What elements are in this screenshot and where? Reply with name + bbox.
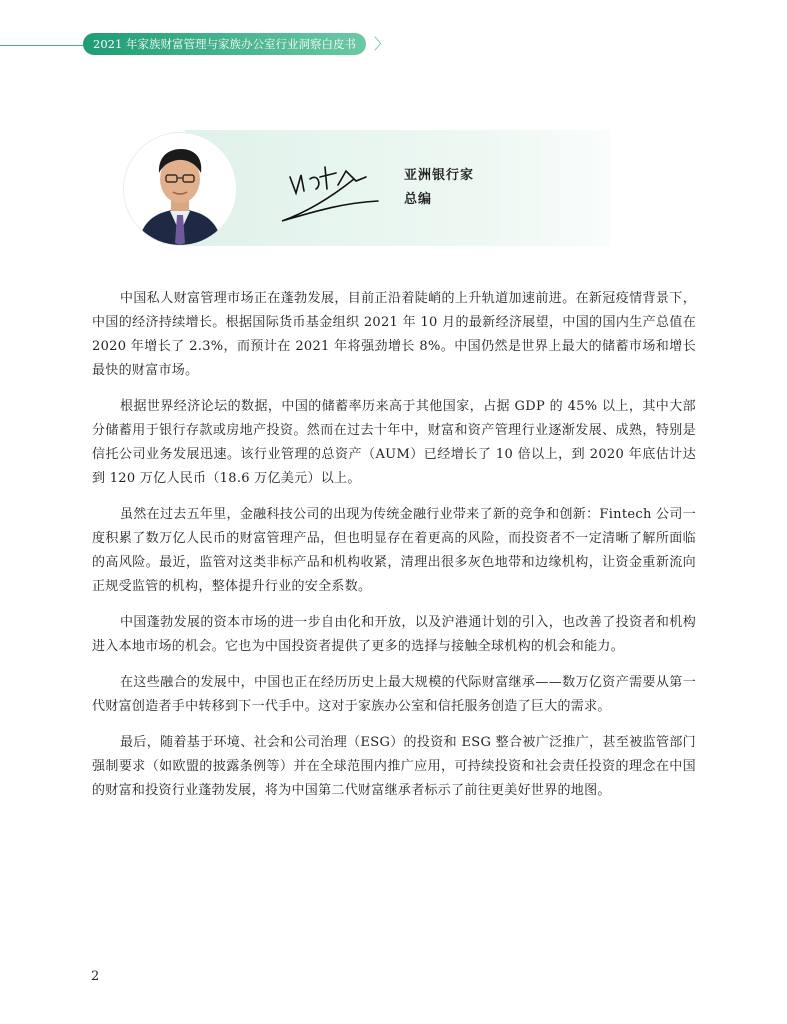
paragraph: 根据世界经济论坛的数据，中国的储蓄率历来高于其他国家，占据 GDP 的 45% 以上，其中大部分储蓄用于银行存款或房地产投资。然而在过去十年中，财富和资产管理行业逐渐发展、成熟，特别是信托公司业务发展迅速。该行业管理的总资产（AUM）已经增长了 10 倍以上，到 2020 年底估计达到 120 万亿人民币（18.6 万亿美元）以上。: [92, 399, 696, 486]
page-number: 2: [91, 969, 100, 984]
paragraph: 中国蓬勃发展的资本市场的进一步自由化和开放，以及沪港通计划的引入，也改善了投资者和机构进入本地市场的机会。它也为中国投资者提供了更多的选择与接触全球机构的机会和能力。: [92, 615, 696, 654]
paragraph: 虽然在过去五年里，金融科技公司的出现为传统金融行业带来了新的竞争和创新：Fintech 公司一度积累了数万亿人民币的财富管理产品，但也明显存在着更高的风险，而投资者不一定清晰了解所面临的高风险。最近，监管对这类非标产品和机构收紧，清理出很多灰色地带和边缘机构，让资金重新流向正规受监管的机构，整体提升行业的安全系数。: [92, 507, 696, 594]
author-role: 总编: [404, 192, 433, 207]
author-banner: [185, 130, 611, 246]
paragraph: 中国私人财富管理市场正在蓬勃发展，目前正沿着陡峭的上升轨道加速前进。在新冠疫情背景下，中国的经济持续增长。根据国际货币基金组织 2021 年 10 月的最新经济展望，中国的国内生产总值在 2020 年增长了 2.3%，而预计在 2021 年将强劲增长 8%。中国仍然是世界上最大的储蓄市场和增长最快的财富市场。: [92, 291, 696, 378]
portrait-icon: [124, 133, 236, 245]
signature-icon: [270, 155, 390, 235]
header-rule: [0, 45, 90, 46]
paragraph: 最后，随着基于环境、社会和公司治理（ESG）的投资和 ESG 整合被广泛推广，甚至被监管部门强制要求（如欧盟的披露条例等）并在全球范围内推广应用，可持续投资和社会责任投资的理念在中国的财富和投资行业蓬勃发展，将为中国第二代财富继承者标示了前往更美好世界的地图。: [92, 735, 696, 798]
author-photo: [124, 133, 236, 245]
running-header: 2021 年家族财富管理与家族办公室行业洞察白皮书: [83, 33, 366, 55]
paragraph: 在这些融合的发展中，中国也正在经历历史上最大规模的代际财富继承——数万亿资产需要从第一代财富创造者手中转移到下一代手中。这对于家族办公室和信托服务创造了巨大的需求。: [92, 675, 696, 714]
author-organization: 亚洲银行家: [404, 168, 475, 183]
article-body: [92, 287, 696, 815]
chevron-right-icon: 〉: [374, 35, 390, 53]
